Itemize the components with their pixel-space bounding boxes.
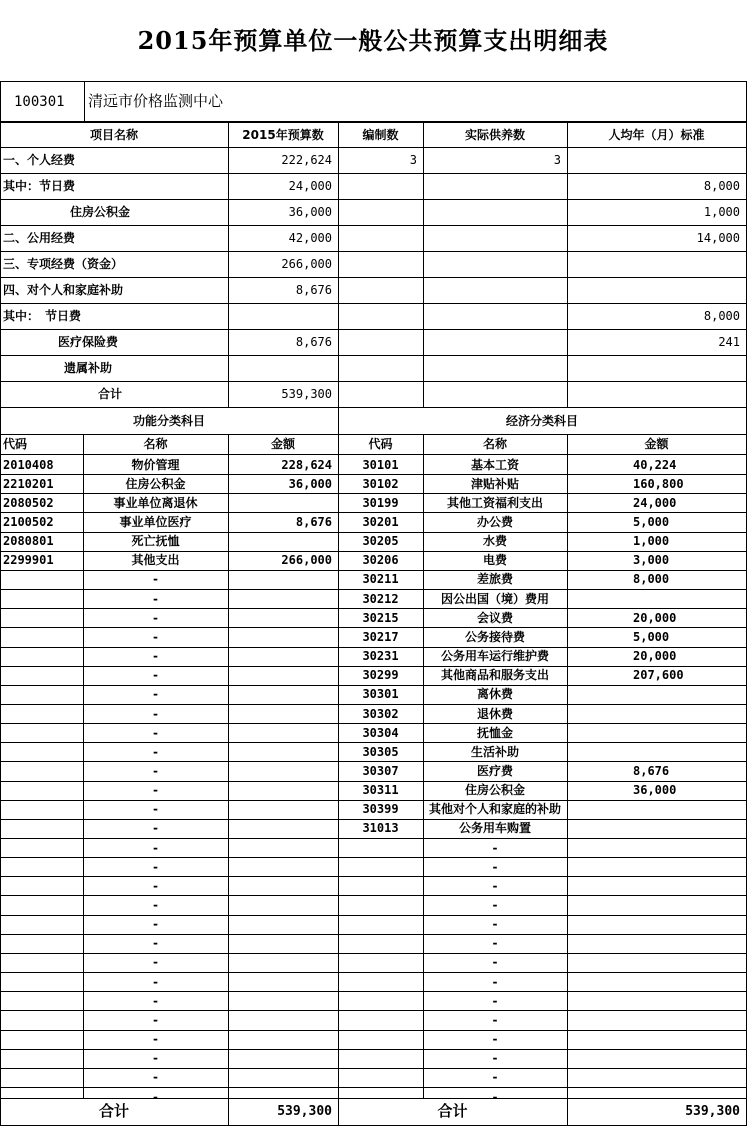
- summary-value-cell: [423, 225, 567, 251]
- functional-name: -: [153, 591, 158, 606]
- economic-total-amount: 539,300: [685, 1104, 740, 1119]
- summary-column-header: 人均年（月）标准: [608, 127, 705, 142]
- economic-name: -: [492, 878, 498, 893]
- economic-amount: 24,000: [633, 495, 677, 510]
- summary-column-header: 实际供养数: [464, 127, 525, 142]
- economic-name: 抚恤金: [476, 725, 513, 740]
- functional-name: -: [153, 687, 158, 702]
- economic-section-title: 经济分类科目: [505, 414, 578, 428]
- economic-code: [338, 1049, 423, 1068]
- functional-amount: [228, 742, 338, 761]
- functional-amount: [228, 627, 338, 646]
- functional-name: -: [153, 974, 158, 989]
- economic-code: 30211: [362, 572, 399, 587]
- economic-total-label: 合计: [437, 1102, 468, 1120]
- summary-column-header: 2015年预算数: [242, 127, 324, 142]
- functional-amount: [228, 915, 338, 934]
- economic-code: 30199: [362, 495, 399, 510]
- functional-name: -: [153, 1051, 158, 1066]
- economic-name: 基本工资: [470, 457, 519, 472]
- economic-name: 水费: [482, 534, 507, 549]
- economic-code: 30205: [362, 534, 399, 549]
- functional-name: -: [153, 763, 158, 778]
- functional-code: [0, 857, 83, 876]
- economic-name: 公务接待费: [464, 629, 525, 644]
- economic-code: [338, 1068, 423, 1087]
- economic-amount: 160,800: [633, 476, 684, 491]
- summary-value-cell: 241: [718, 335, 740, 349]
- functional-amount: [228, 666, 338, 685]
- summary-value-cell: [423, 251, 567, 277]
- economic-amount: 20,000: [633, 649, 677, 664]
- functional-amount: [228, 685, 338, 704]
- functional-code: [0, 589, 83, 608]
- economic-name: 退休费: [476, 706, 513, 721]
- economic-amount: [567, 1068, 746, 1087]
- summary-value-cell: [567, 251, 746, 277]
- economic-name: -: [492, 993, 498, 1008]
- functional-code: 2100502: [3, 515, 54, 529]
- functional-name: -: [153, 802, 158, 817]
- economic-name: 生活补助: [470, 744, 519, 759]
- summary-value-cell: [423, 199, 567, 225]
- summary-value-cell: [567, 355, 746, 381]
- economic-amount: 8,000: [633, 572, 670, 587]
- economic-name: -: [492, 955, 498, 970]
- economic-code: [338, 876, 423, 895]
- functional-section-title: 功能分类科目: [132, 414, 205, 428]
- functional-name: -: [153, 725, 158, 740]
- functional-total-amount: 539,300: [277, 1104, 332, 1119]
- functional-name: -: [153, 1012, 158, 1027]
- summary-item-name: 二、公用经费: [3, 231, 76, 245]
- functional-code: [0, 1068, 83, 1087]
- economic-amount: [567, 895, 746, 914]
- functional-name: 物价管理: [131, 457, 180, 472]
- functional-amount: [228, 819, 338, 838]
- summary-value-cell: 14,000: [696, 231, 740, 245]
- economic-name: 办公费: [476, 515, 513, 529]
- functional-amount: [228, 647, 338, 666]
- economic-amount: 1,000: [633, 534, 670, 549]
- summary-value-cell: [423, 277, 567, 303]
- economic-amount: [567, 1030, 746, 1049]
- functional-name: 死亡抚恤: [131, 534, 180, 549]
- economic-code: 30201: [362, 515, 399, 529]
- summary-value-cell: [423, 381, 567, 407]
- summary-value-cell: [338, 303, 423, 329]
- functional-amount: [228, 876, 338, 895]
- economic-code: 30304: [362, 725, 399, 740]
- functional-amount: [228, 608, 338, 627]
- economic-code: 30231: [362, 649, 399, 664]
- summary-item-name: 四、对个人和家庭补助: [3, 283, 124, 297]
- summary-value-cell: [338, 199, 423, 225]
- economic-code: [338, 934, 423, 953]
- economic-name: 其他工资福利支出: [446, 495, 543, 510]
- functional-amount: 266,000: [281, 553, 332, 568]
- functional-name: -: [153, 917, 158, 932]
- functional-code: [0, 1030, 83, 1049]
- summary-value-cell: [338, 381, 423, 407]
- economic-name: 电费: [482, 553, 507, 568]
- summary-value-cell: [423, 329, 567, 355]
- functional-amount: [228, 953, 338, 972]
- economic-code: 30301: [362, 687, 399, 702]
- economic-amount: [567, 589, 746, 608]
- functional-code: [0, 627, 83, 646]
- functional-amount: [228, 1030, 338, 1049]
- functional-amount: [228, 972, 338, 991]
- functional-amount: [228, 589, 338, 608]
- economic-amount: [567, 742, 746, 761]
- summary-value-cell: [567, 277, 746, 303]
- unit-name: 清远市价格监测中心: [88, 92, 224, 110]
- summary-value-cell: [338, 355, 423, 381]
- economic-name: -: [492, 840, 498, 855]
- economic-name: -: [492, 898, 498, 912]
- summary-value-cell: 8,676: [295, 283, 332, 297]
- economic-name: -: [492, 1012, 498, 1027]
- functional-code: [0, 934, 83, 953]
- economic-amount: [567, 934, 746, 953]
- summary-value-cell: [423, 303, 567, 329]
- functional-amount: [228, 1010, 338, 1029]
- economic-amount: 40,224: [633, 457, 677, 472]
- economic-name: 其他商品和服务支出: [440, 668, 549, 683]
- summary-item-name: 住房公积金: [70, 205, 131, 219]
- economic-name: -: [492, 1089, 498, 1104]
- summary-column-header: 项目名称: [89, 127, 138, 142]
- economic-code: [338, 915, 423, 934]
- functional-name: -: [153, 572, 158, 587]
- summary-value-cell: [338, 329, 423, 355]
- functional-code: [0, 819, 83, 838]
- functional-name: 其他支出: [131, 553, 180, 568]
- functional-code: [0, 781, 83, 800]
- functional-code: 2080502: [3, 495, 54, 510]
- economic-code: 30101: [362, 457, 399, 472]
- summary-value-cell: 8,000: [703, 179, 740, 193]
- functional-name: -: [153, 955, 158, 970]
- functional-code: [0, 1049, 83, 1068]
- economic-code: 30299: [362, 668, 399, 683]
- functional-code: [0, 800, 83, 819]
- economic-code: [338, 1010, 423, 1029]
- economic-column-header: 代码: [368, 437, 393, 451]
- economic-amount: [567, 953, 746, 972]
- summary-value-cell: [567, 381, 746, 407]
- economic-name: 因公出国（境）费用: [440, 591, 549, 606]
- economic-column-header: 名称: [482, 437, 507, 451]
- functional-code: [0, 895, 83, 914]
- economic-amount: 5,000: [633, 515, 670, 529]
- economic-code: 31013: [362, 821, 399, 836]
- functional-name: -: [153, 993, 158, 1008]
- economic-name: 医疗费: [476, 763, 513, 778]
- functional-code: 2080801: [3, 534, 54, 549]
- summary-value-cell: 539,300: [281, 387, 332, 401]
- summary-value-cell: 8,000: [703, 309, 740, 323]
- functional-amount: 36,000: [288, 476, 332, 491]
- economic-name: -: [492, 1032, 498, 1047]
- functional-name: -: [153, 936, 158, 951]
- functional-name: -: [153, 1089, 158, 1104]
- functional-amount: [228, 570, 338, 589]
- economic-amount: [567, 704, 746, 723]
- functional-code: [0, 1010, 83, 1029]
- economic-code: [338, 1030, 423, 1049]
- economic-name: 住房公积金: [464, 783, 525, 798]
- functional-name: 事业单位离退休: [113, 495, 198, 510]
- summary-value-cell: 8,676: [295, 335, 332, 349]
- functional-amount: [228, 532, 338, 551]
- economic-name: -: [492, 1070, 498, 1085]
- economic-name: -: [492, 936, 498, 951]
- grid-line-vertical: [746, 81, 747, 1125]
- economic-amount: 8,676: [633, 763, 670, 778]
- summary-value-cell: [338, 277, 423, 303]
- functional-column-header: 代码: [3, 437, 28, 451]
- economic-name: 公务用车购置: [458, 821, 531, 836]
- economic-name: 津贴补贴: [470, 476, 519, 491]
- summary-value-cell: 3: [409, 153, 417, 167]
- functional-code: [0, 570, 83, 589]
- summary-item-name: 医疗保险费: [58, 335, 119, 349]
- economic-amount: [567, 1010, 746, 1029]
- economic-code: 30212: [362, 591, 399, 606]
- functional-name: -: [153, 610, 158, 625]
- functional-name: -: [153, 1032, 158, 1047]
- functional-name: -: [153, 821, 158, 836]
- summary-value-cell: [423, 173, 567, 199]
- economic-code: 30302: [362, 706, 399, 721]
- functional-amount: [228, 838, 338, 857]
- functional-code: [0, 915, 83, 934]
- functional-column-header: 金额: [270, 437, 295, 451]
- functional-amount: [228, 723, 338, 742]
- summary-value-cell: 36,000: [288, 205, 332, 219]
- functional-name: -: [153, 649, 158, 664]
- functional-code: 2299901: [3, 553, 54, 568]
- economic-name: 离休费: [476, 687, 513, 702]
- economic-amount: [567, 915, 746, 934]
- economic-amount: 36,000: [633, 783, 677, 798]
- summary-item-name: 三、专项经费（资金）: [3, 257, 124, 271]
- functional-code: [0, 953, 83, 972]
- functional-amount: [228, 895, 338, 914]
- page-title: 2015年预算单位一般公共预算支出明细表: [137, 25, 609, 55]
- summary-item-name: 遗属补助: [64, 361, 113, 375]
- economic-code: 30305: [362, 744, 399, 759]
- economic-name: 公务用车运行维护费: [440, 649, 549, 664]
- economic-name: -: [492, 917, 498, 932]
- summary-item-name: 其中： 节日费: [3, 309, 82, 323]
- functional-code: [0, 666, 83, 685]
- economic-code: 30215: [362, 610, 399, 625]
- economic-amount: [567, 876, 746, 895]
- functional-code: [0, 838, 83, 857]
- economic-code: 30311: [362, 783, 399, 798]
- economic-amount: [567, 723, 746, 742]
- economic-code: [338, 838, 423, 857]
- economic-name: -: [492, 859, 498, 874]
- summary-value-cell: [338, 225, 423, 251]
- functional-name: 事业单位医疗: [119, 515, 192, 529]
- economic-name: 会议费: [476, 610, 513, 625]
- economic-amount: [567, 1049, 746, 1068]
- functional-code: [0, 876, 83, 895]
- summary-item-name: 合计: [98, 387, 123, 401]
- functional-code: 2010408: [3, 457, 54, 472]
- economic-code: [338, 953, 423, 972]
- summary-value-cell: [423, 355, 567, 381]
- functional-code: 2210201: [3, 476, 54, 491]
- functional-amount: [228, 1049, 338, 1068]
- grid-line-vertical: [84, 81, 85, 121]
- summary-value-cell: 1,000: [703, 205, 740, 219]
- functional-amount: [228, 1068, 338, 1087]
- grid-line-horizontal: [0, 81, 747, 82]
- functional-name: 住房公积金: [125, 476, 186, 491]
- functional-amount: [228, 991, 338, 1010]
- functional-code: [0, 608, 83, 627]
- economic-amount: 5,000: [633, 629, 670, 644]
- summary-value-cell: [338, 251, 423, 277]
- summary-column-header: 编制数: [362, 127, 399, 142]
- economic-name: 差旅费: [476, 572, 513, 587]
- economic-amount: [567, 991, 746, 1010]
- economic-amount: [567, 972, 746, 991]
- functional-name: -: [153, 840, 158, 855]
- functional-column-header: 名称: [143, 437, 168, 451]
- economic-code: 30206: [362, 553, 399, 568]
- functional-total-label: 合计: [98, 1102, 129, 1120]
- economic-code: 30102: [362, 476, 399, 491]
- economic-column-header: 金额: [644, 437, 669, 451]
- functional-name: -: [153, 859, 158, 874]
- functional-amount: [228, 761, 338, 780]
- summary-value-cell: 24,000: [288, 179, 332, 193]
- functional-code: [0, 972, 83, 991]
- economic-code: [338, 857, 423, 876]
- economic-code: [338, 991, 423, 1010]
- economic-name: -: [492, 974, 498, 989]
- functional-name: -: [153, 629, 158, 644]
- functional-amount: [228, 857, 338, 876]
- summary-value-cell: 3: [553, 153, 561, 167]
- economic-code: 30217: [362, 629, 399, 644]
- unit-code: 100301: [14, 93, 65, 110]
- functional-code: [0, 685, 83, 704]
- functional-amount: [228, 800, 338, 819]
- functional-amount: [228, 704, 338, 723]
- summary-value-cell: [228, 355, 338, 381]
- economic-name: -: [492, 1051, 498, 1066]
- functional-amount: 8,676: [295, 515, 332, 529]
- functional-code: [0, 742, 83, 761]
- summary-item-name: 其中：节日费: [3, 179, 76, 193]
- economic-amount: [567, 838, 746, 857]
- economic-amount: [567, 857, 746, 876]
- functional-amount: [228, 493, 338, 512]
- economic-code: 30399: [362, 802, 399, 817]
- functional-name: -: [153, 668, 158, 683]
- summary-value-cell: 266,000: [281, 257, 332, 271]
- economic-name: 其他对个人和家庭的补助: [428, 802, 561, 817]
- functional-amount: [228, 934, 338, 953]
- economic-amount: [567, 819, 746, 838]
- summary-value-cell: 222,624: [281, 153, 332, 167]
- economic-amount: 3,000: [633, 553, 670, 568]
- economic-code: 30307: [362, 763, 399, 778]
- functional-name: -: [153, 1070, 158, 1085]
- grid-line-horizontal: [0, 1125, 747, 1126]
- economic-code: [338, 895, 423, 914]
- functional-amount: 228,624: [281, 457, 332, 472]
- summary-item-name: 一、个人经费: [3, 153, 76, 167]
- economic-amount: [567, 685, 746, 704]
- functional-code: [0, 647, 83, 666]
- functional-code: [0, 723, 83, 742]
- economic-amount: [567, 800, 746, 819]
- functional-code: [0, 991, 83, 1010]
- functional-name: -: [153, 878, 158, 893]
- functional-name: -: [153, 706, 158, 721]
- summary-value-cell: [228, 303, 338, 329]
- summary-value-cell: 42,000: [288, 231, 332, 245]
- functional-code: [0, 761, 83, 780]
- summary-value-cell: [567, 147, 746, 173]
- functional-name: -: [153, 744, 158, 759]
- economic-code: [338, 972, 423, 991]
- functional-name: -: [153, 898, 158, 912]
- economic-amount: 207,600: [633, 668, 684, 683]
- summary-value-cell: [338, 173, 423, 199]
- functional-amount: [228, 781, 338, 800]
- functional-code: [0, 704, 83, 723]
- economic-amount: 20,000: [633, 610, 677, 625]
- functional-name: -: [153, 783, 158, 798]
